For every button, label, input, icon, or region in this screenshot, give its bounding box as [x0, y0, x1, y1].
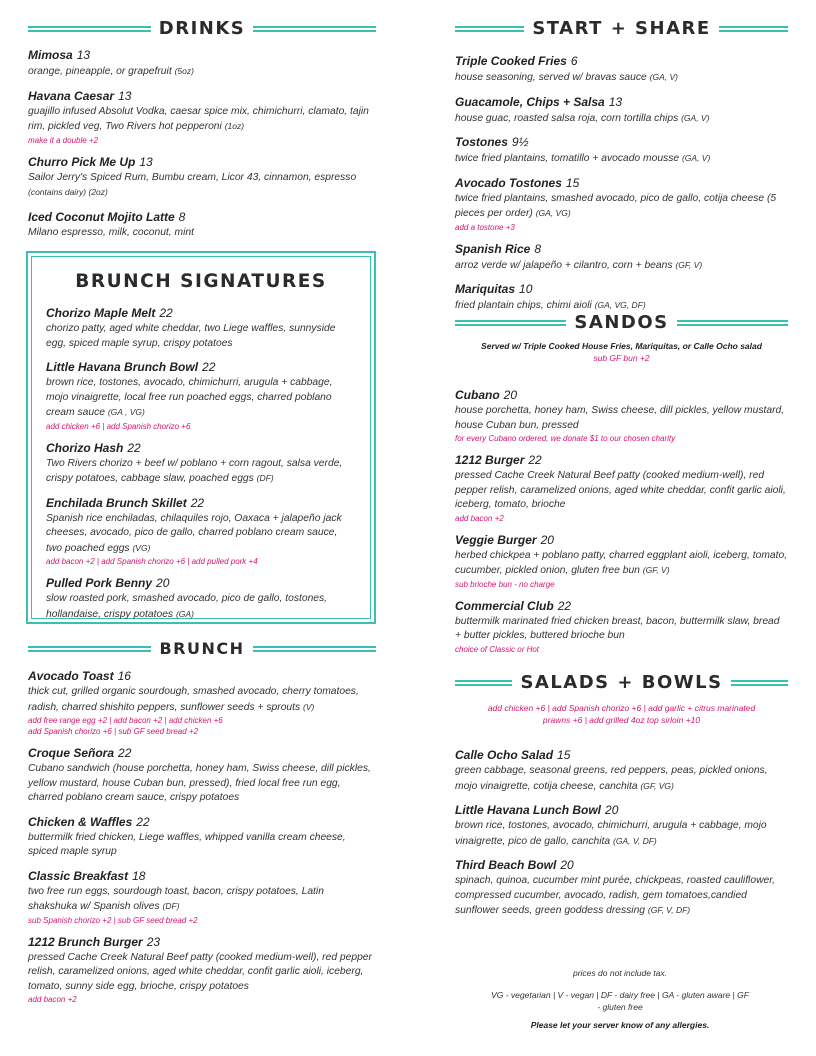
menu-item	[46, 304, 356, 351]
menu-item-price: 22	[190, 495, 205, 510]
menu-item-description-text: spinach, quinoa, cucumber mint purée, chickpeas, roasted cauliflower, compressed cucumber, avocado, radish, gem tomatoes,candied sunflower seeds, green goddess dressing	[455, 875, 775, 916]
menu-item-price: 8	[178, 209, 186, 224]
menu-item-price: 15	[557, 748, 571, 762]
menu-item-description	[28, 762, 376, 806]
menu-item-description-text: twice fried plantains, tomatillo + avocado mousse	[455, 153, 680, 164]
signatures-box	[26, 251, 376, 624]
menu-item-addon: for every Cubano ordered, we donate $1 to our chosen charity	[455, 434, 676, 443]
menu-item-name: Enchilada Brunch Skillet	[46, 495, 187, 510]
drinks-list	[28, 46, 376, 240]
menu-item	[46, 574, 356, 622]
diet-legend: VG - vegetarian | V - vegan | DF - dairy free | GA - gluten aware | GF - gluten free	[491, 990, 749, 1012]
menu-item-name: Avocado Toast	[28, 669, 114, 683]
menu-item-description	[46, 457, 356, 487]
menu-item-heading	[455, 93, 788, 111]
menu-item-description	[455, 549, 788, 579]
menu-item-description	[455, 258, 788, 274]
menu-item-description	[28, 685, 376, 715]
menu-item-name: Third Beach Bowl	[455, 858, 557, 872]
menu-item-description-text: Milano espresso, milk, coconut, mint	[28, 226, 194, 238]
menu-item-addon: sub Spanish chorizo +2 | sub GF seed bread +2	[28, 915, 198, 925]
menu-item-name: Chicken & Waffles	[28, 814, 133, 829]
menu-item-diet-tag: (VG)	[132, 542, 151, 553]
brunch-list	[28, 667, 376, 1005]
menu-item-description-text: orange, pineapple, or grapefruit	[28, 66, 172, 77]
salads-list	[455, 746, 788, 919]
menu-item-name: Veggie Burger	[455, 532, 537, 547]
menu-item-description-text: brown rice, tostones, avocado, chimichurri, arugula + cabbage, mojo vinaigrette, local free run poached eggs, charred poblano cream sauce	[46, 377, 333, 418]
menu-item-description	[455, 874, 788, 919]
menu-item-description	[28, 951, 376, 995]
menu-item-price: 13	[139, 154, 153, 169]
menu-item-name: Chorizo Hash	[46, 440, 124, 455]
menu-item	[455, 386, 788, 444]
menu-item	[455, 280, 788, 314]
start-share-list	[455, 52, 788, 314]
menu-item-description	[46, 592, 356, 622]
menu-item-price: 16	[117, 669, 131, 683]
menu-item-heading	[455, 240, 788, 258]
menu-item-price: 23	[146, 934, 161, 949]
menu-item	[28, 46, 376, 80]
sandos-list	[455, 386, 788, 655]
menu-item-price: 22	[136, 814, 150, 829]
menu-item-heading	[28, 667, 376, 685]
menu-item-price: 13	[608, 94, 623, 109]
menu-item-name: Chorizo Maple Melt	[46, 306, 156, 320]
menu-item-addon: add Spanish chorizo +6 | sub GF seed bread +2	[28, 727, 199, 736]
menu-item-description-text: buttermilk fried chicken, Liege waffles, whipped vanilla cream cheese, spiced maple syrup	[28, 831, 346, 857]
menu-item-price: 22	[557, 598, 572, 613]
menu-item-price: 22	[127, 440, 141, 455]
menu-item-price: 20	[605, 803, 619, 817]
menu-item-addon: choice of Classic or Hot	[455, 644, 540, 654]
menu-item-name: Tostones	[455, 135, 508, 149]
menu-item-diet-tag: (GA , VG)	[107, 407, 145, 417]
menu-item	[455, 240, 788, 274]
menu-item-description	[455, 764, 788, 794]
menu-item-diet-tag: (GA, V)	[681, 153, 711, 163]
sandos-section	[455, 314, 788, 662]
menu-item-price: 22	[202, 360, 216, 374]
salads-note-addon: add chicken +6 | add Spanish chorizo +6 | add garlic + citrus marinated prawns +6 | add grilled 4oz top sirloin +10	[487, 703, 756, 725]
menu-item-description	[28, 831, 376, 860]
menu-item-heading	[455, 746, 788, 764]
menu-item	[455, 856, 788, 919]
menu-item-price: 22	[118, 746, 132, 760]
menu-item-addon: add bacon +2	[28, 995, 77, 1004]
menu-item-heading	[46, 439, 356, 457]
menu-item-diet-tag: (GA, V)	[649, 72, 678, 82]
header-rule	[28, 26, 151, 32]
brunch-section	[28, 641, 376, 1012]
menu-item	[455, 133, 788, 167]
menu-item-price: 22	[528, 453, 542, 467]
menu-item-diet-tag: (GA, V)	[681, 112, 710, 123]
menu-item-name: Mimosa	[28, 48, 73, 62]
menu-item-diet-tag: (GF, VG)	[640, 780, 674, 791]
menu-item-diet-tag: (contains dairy) (2oz)	[28, 187, 108, 197]
menu-item-name: Avocado Tostones	[455, 175, 562, 190]
menu-item	[455, 801, 788, 849]
menu-item-diet-tag: (DF)	[162, 901, 180, 911]
menu-item	[28, 813, 376, 860]
menu-item-heading	[455, 386, 788, 404]
menu-item	[455, 746, 788, 794]
menu-item-price: 20	[503, 388, 518, 402]
menu-item-heading	[46, 358, 356, 376]
menu-item-description	[455, 151, 788, 167]
menu-item-description-text: house seasoning, served w/ bravas sauce	[455, 72, 647, 83]
menu-item-description	[455, 70, 788, 86]
menu-item-description	[46, 376, 356, 421]
header-rule	[719, 26, 788, 32]
menu-item-description-text: two free run eggs, sourdough toast, bacon, crispy potatoes, Latin shakshuka w/ Spanish olives	[28, 885, 324, 912]
menu-item-description	[455, 111, 788, 127]
menu-item-heading	[28, 813, 376, 831]
brunch-header	[28, 641, 376, 657]
menu-item-diet-tag: (1oz)	[224, 121, 245, 131]
menu-item-description	[28, 171, 376, 201]
menu-item-name: Little Havana Lunch Bowl	[455, 803, 602, 817]
salads-header	[455, 674, 788, 692]
menu-item-description-text: thick cut, grilled organic sourdough, smashed avocado, cherry tomatoes, radish, charred shishito peppers, sunflower seeds + sprouts	[28, 686, 359, 713]
menu-item	[28, 208, 376, 241]
menu-item-heading	[28, 153, 376, 171]
menu-item	[46, 494, 356, 568]
menu-item-diet-tag: (GF, V)	[642, 565, 670, 575]
menu-item-diet-tag: (GF, V)	[675, 259, 703, 270]
menu-item	[455, 93, 788, 127]
menu-item-name: Classic Breakfast	[28, 868, 129, 883]
menu-item-addon: add bacon +2	[455, 513, 504, 523]
menu-item-heading	[28, 933, 376, 951]
salads-title: SALADS + BOWLS	[520, 672, 723, 693]
menu-item	[455, 597, 788, 655]
menu-item-name: Pulled Pork Benny	[46, 576, 153, 590]
menu-item-description	[455, 819, 788, 849]
menu-item-description-text: brown rice, tostones, avocado, chimichurri, arugula + cabbage, mojo vinaigrette, pico de gallo, canchita	[455, 820, 767, 847]
menu-item	[28, 867, 376, 926]
menu-item-price: 13	[76, 48, 91, 62]
menu-item-description-text: Cubano sandwich (house porchetta, honey ham, Swiss cheese, dill pickles, yellow mustard, house Cuban bun, pressed), fried local free run egg, charred poblano cream sauce, crispy potatoes	[28, 763, 371, 803]
menu-item-price: 20	[156, 576, 170, 590]
menu-item-diet-tag: (GA)	[175, 608, 194, 619]
header-rule	[455, 680, 512, 686]
menu-item-heading	[28, 744, 376, 762]
menu-item-description-text: pressed Cache Creek Natural Beef patty (cooked medium-well), red pepper relish, caramelized onions, aged white cheddar, confit garlic aioli, iceberg, tomato, sunny side egg, brioche, crispy potatoes	[28, 951, 372, 992]
header-rule	[455, 320, 566, 326]
menu-item-heading	[455, 801, 788, 819]
menu-item-name: 1212 Burger	[455, 453, 525, 467]
header-rule	[253, 646, 376, 652]
menu-item-heading	[455, 597, 788, 615]
menu-item-heading	[455, 451, 788, 469]
menu-item-diet-tag: (5oz)	[174, 66, 194, 76]
menu-item-heading	[455, 133, 788, 151]
menu-item-price: 10	[519, 282, 533, 296]
menu-item-description	[455, 192, 788, 222]
menu-item-name: Commercial Club	[455, 598, 554, 613]
menu-item-name: Spanish Rice	[455, 241, 531, 256]
sandos-note-addon: sub GF bun +2	[593, 353, 650, 363]
menu-item-description-text: buttermilk marinated fried chicken breast, bacon, buttermilk slaw, bread + butter pickles, buttered brioche bun	[455, 615, 780, 641]
salads-section	[455, 674, 788, 926]
menu-item-heading	[455, 52, 788, 70]
start-share-header	[455, 20, 788, 38]
menu-item-addon: sub brioche bun - no charge	[455, 579, 555, 589]
right-column	[455, 20, 788, 321]
menu-item-name: Calle Ocho Salad	[455, 748, 554, 762]
menu-item-description	[46, 512, 356, 557]
menu-item-description-text: green cabbage, seasonal greens, red peppers, peas, pickled onions, mojo vinaigrette, cotija cheese, canchita	[455, 765, 768, 792]
menu-item-description-text: Spanish rice enchiladas, chilaquiles rojo, Oaxaca + jalapeño jack cheeses, avocado, pico de gallo, charred poblano cream sauce, two poached eggs	[46, 512, 342, 554]
menu-item-description-text: chorizo patty, aged white cheddar, two Liege waffles, sunnyside egg, spiced maple syrup, crispy potatoes	[46, 323, 336, 349]
header-rule	[28, 646, 151, 652]
menu-item-diet-tag: (DF)	[256, 473, 274, 483]
signatures-list	[46, 304, 356, 622]
sandos-title: SANDOS	[574, 312, 669, 333]
drinks-header	[28, 20, 376, 38]
menu-item-heading	[46, 494, 356, 512]
menu-item-heading	[455, 174, 788, 192]
menu-item-addon: add chicken +6 | add Spanish chorizo +6	[46, 421, 191, 431]
menu-item	[455, 174, 788, 233]
menu-item	[455, 52, 788, 86]
menu-item	[46, 439, 356, 487]
menu-item-addon: add bacon +2 | add Spanish chorizo +6 | add pulled pork +4	[46, 557, 258, 566]
signatures-title: BRUNCH SIGNATURES	[75, 271, 327, 292]
menu-item-price: 15	[565, 175, 580, 190]
menu-item	[28, 744, 376, 806]
menu-item-heading	[28, 208, 376, 226]
menu-item-name: Churro Pick Me Up	[28, 154, 136, 169]
brunch-title: BRUNCH	[159, 639, 245, 658]
menu-item	[28, 933, 376, 1006]
menu-item-name: Little Havana Brunch Bowl	[46, 360, 199, 374]
header-rule	[455, 26, 524, 32]
menu-item-price: 9½	[511, 135, 529, 149]
menu-item	[28, 667, 376, 737]
menu-item-name: Cubano	[455, 388, 500, 402]
menu-item-description	[46, 322, 356, 351]
menu-item-name: Triple Cooked Fries	[455, 54, 567, 68]
menu-item-heading	[455, 531, 788, 549]
menu-item-description-text: guajillo infused Absolut Vodka, caesar spice mix, chimichurri, clamato, tajin rim, pickled veg, Two Rivers hot pepperoni	[28, 105, 369, 132]
menu-item-diet-tag: (GA, VG, DF)	[594, 300, 646, 310]
menu-item-description	[455, 469, 788, 513]
menu-item-heading	[455, 856, 788, 874]
menu-item	[455, 531, 788, 590]
menu-item-name: Guacamole, Chips + Salsa	[455, 94, 605, 109]
menu-item-description-text: pressed Cache Creek Natural Beef patty (cooked medium-well), red pepper relish, caramelized onions, aged white cheddar, confit garlic aioli, iceberg, tomato, brioche	[455, 470, 786, 510]
menu-item-price: 20	[540, 532, 554, 547]
menu-item-description	[28, 64, 376, 80]
menu-item-heading	[46, 574, 356, 592]
menu-item-description	[455, 404, 788, 433]
menu-item-description-text: twice fried plantains, smashed avocado, pico de gallo, cotija cheese (5 pieces per order)	[455, 192, 777, 219]
menu-item-description-text: house guac, roasted salsa roja, corn tortilla chips	[455, 112, 679, 124]
menu-item-heading	[455, 280, 788, 298]
menu-item-description-text: Two Rivers chorizo + beef w/ poblano + corn ragout, salsa verde, crispy potatoes, cabbage slaw, poached eggs	[46, 457, 343, 484]
menu-item-price: 6	[570, 54, 578, 68]
menu-item	[46, 358, 356, 432]
menu-item-name: Mariquitas	[455, 282, 516, 296]
menu-item-name: 1212 Brunch Burger	[28, 934, 143, 949]
menu-item-price: 8	[534, 241, 542, 256]
menu-item-description-text: fried plantain chips, chimi aioli	[455, 300, 592, 311]
menu-item	[455, 451, 788, 524]
header-rule	[677, 320, 788, 326]
menu-item-price: 20	[560, 858, 574, 872]
menu-item-price: 18	[132, 868, 146, 883]
sandos-header	[455, 314, 788, 332]
menu-item-diet-tag: (V)	[303, 701, 315, 712]
menu-item-name: Iced Coconut Mojito Latte	[28, 209, 175, 224]
menu-item-price: 13	[118, 88, 132, 103]
header-rule	[731, 680, 788, 686]
menu-item-description	[28, 885, 376, 915]
menu-item-heading	[28, 46, 376, 64]
menu-item-description	[28, 226, 376, 241]
drinks-title: DRINKS	[158, 18, 246, 39]
menu-item-description-text: Sailor Jerry's Spiced Rum, Bumbu cream, Licor 43, cinnamon, espresso	[28, 171, 357, 183]
menu-item-description-text: house porchetta, honey ham, Swiss cheese, dill pickles, yellow mustard, house Cuban bun, pressed	[455, 405, 785, 431]
header-rule	[253, 26, 376, 32]
menu-item	[28, 87, 376, 146]
menu-item-addon: make it a double +2	[28, 135, 99, 145]
start-share-title: START + SHARE	[532, 18, 711, 39]
menu-item-heading	[28, 87, 376, 105]
allergy-note: Please let your server know of any allergies.	[530, 1020, 710, 1030]
left-column	[28, 20, 376, 247]
menu-item-description-text: herbed chickpea + poblano patty, charred eggplant aioli, iceberg, tomato, cucumber, pickled onion, gluten free bun	[455, 549, 788, 576]
menu-item-diet-tag: (GA, V, DF)	[613, 835, 657, 846]
menu-item-heading	[46, 304, 356, 322]
menu-item-name: Havana Caesar	[28, 88, 115, 103]
menu-item-description	[455, 615, 788, 644]
sandos-note: Served w/ Triple Cooked House Fries, Mariquitas, or Calle Ocho salad	[481, 341, 762, 351]
menu-item-name: Croque Señora	[28, 746, 115, 760]
menu-item-description-text: arroz verde w/ jalapeño + cilantro, corn + beans	[455, 259, 673, 271]
menu-item-description	[28, 105, 376, 135]
tax-note: prices do not include tax.	[572, 968, 668, 978]
menu-item-heading	[28, 867, 376, 885]
menu-item-diet-tag: (GF, V, DF)	[647, 905, 691, 915]
menu-item-addon: add free range egg +2 | add bacon +2 | add chicken +6	[28, 716, 223, 725]
menu-item-addon: add a tostone +3	[455, 222, 515, 232]
menu-item-description-text: slow roasted pork, smashed avocado, pico de gallo, tostones, hollandaise, crispy potatoes	[46, 593, 328, 620]
menu-item-price: 22	[159, 306, 173, 320]
menu-item	[28, 153, 376, 201]
menu-item-diet-tag: (GA, VG)	[535, 208, 571, 218]
